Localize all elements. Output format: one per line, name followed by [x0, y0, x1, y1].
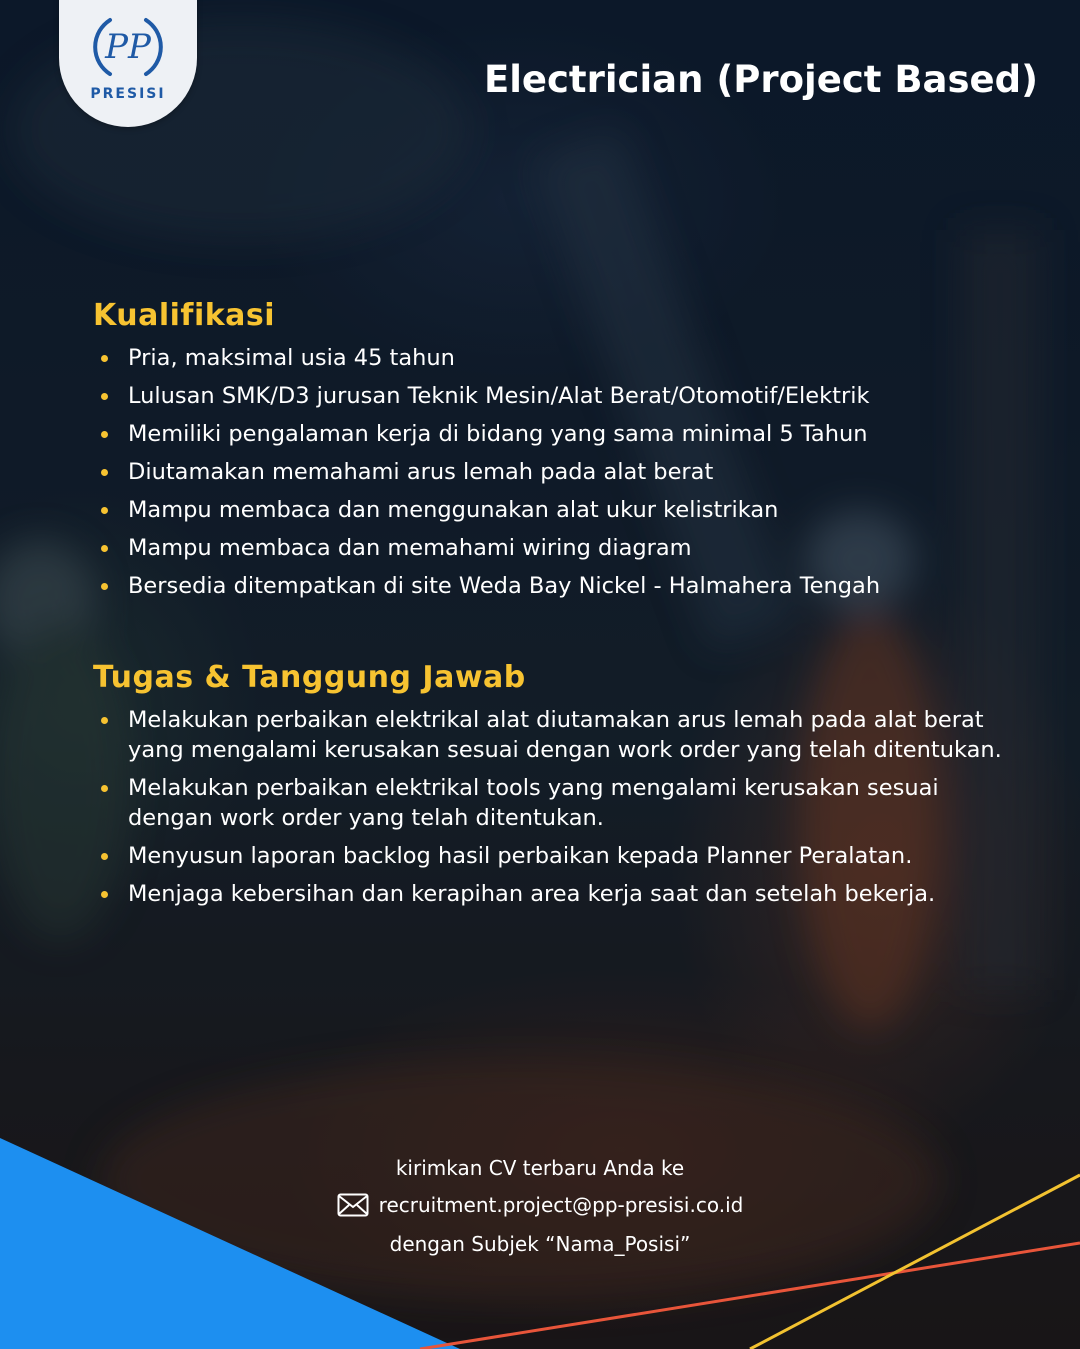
- list-item: Lulusan SMK/D3 jurusan Teknik Mesin/Alat Berat/Otomotif/Elektrik: [93, 381, 1023, 411]
- email-subject-instruction: dengan Subjek “Nama_Posisi”: [389, 1232, 691, 1256]
- qualifications-list: [93, 343, 1023, 601]
- qualifications-section: [93, 298, 1023, 609]
- orange-stripe: [420, 1243, 1080, 1349]
- list-item: Menyusun laporan backlog hasil perbaikan kepada Planner Peralatan.: [93, 841, 1023, 871]
- email-row: [0, 1193, 1080, 1217]
- duties-heading: Tugas & Tanggung Jawab: [93, 660, 526, 695]
- list-item: Bersedia ditempatkan di site Weda Bay Nickel - Halmahera Tengah: [93, 571, 1023, 601]
- qualifications-heading: Kualifikasi: [93, 298, 276, 333]
- logo-name: PRESISI: [90, 86, 166, 102]
- list-item: Diutamakan memahami arus lemah pada alat berat: [93, 457, 1023, 487]
- duties-section: [93, 660, 1023, 917]
- mail-icon: [337, 1193, 369, 1217]
- list-item: Mampu membaca dan menggunakan alat ukur kelistrikan: [93, 495, 1023, 525]
- list-item: Mampu membaca dan memahami wiring diagram: [93, 533, 1023, 563]
- apply-instruction: kirimkan CV terbaru Anda ke: [395, 1156, 685, 1180]
- job-title: Electrician (Project Based): [483, 58, 1038, 101]
- list-item: Memiliki pengalaman kerja di bidang yang sama minimal 5 Tahun: [93, 419, 1023, 449]
- list-item: Melakukan perbaikan elektrikal tools yang mengalami kerusakan sesuai dengan work order yang telah ditentukan.: [93, 773, 1023, 833]
- list-item: Menjaga kebersihan dan kerapihan area kerja saat dan setelah bekerja.: [93, 879, 1023, 909]
- logo-initials: PP: [105, 27, 151, 67]
- pp-logo-mark: [90, 10, 166, 84]
- list-item: Melakukan perbaikan elektrikal alat diutamakan arus lemah pada alat berat yang mengalami kerusakan sesuai dengan work order yang telah ditentukan.: [93, 705, 1023, 765]
- email-link[interactable]: recruitment.project@pp-presisi.co.id: [378, 1193, 744, 1217]
- duties-list: [93, 705, 1023, 909]
- list-item: Pria, maksimal usia 45 tahun: [93, 343, 1023, 373]
